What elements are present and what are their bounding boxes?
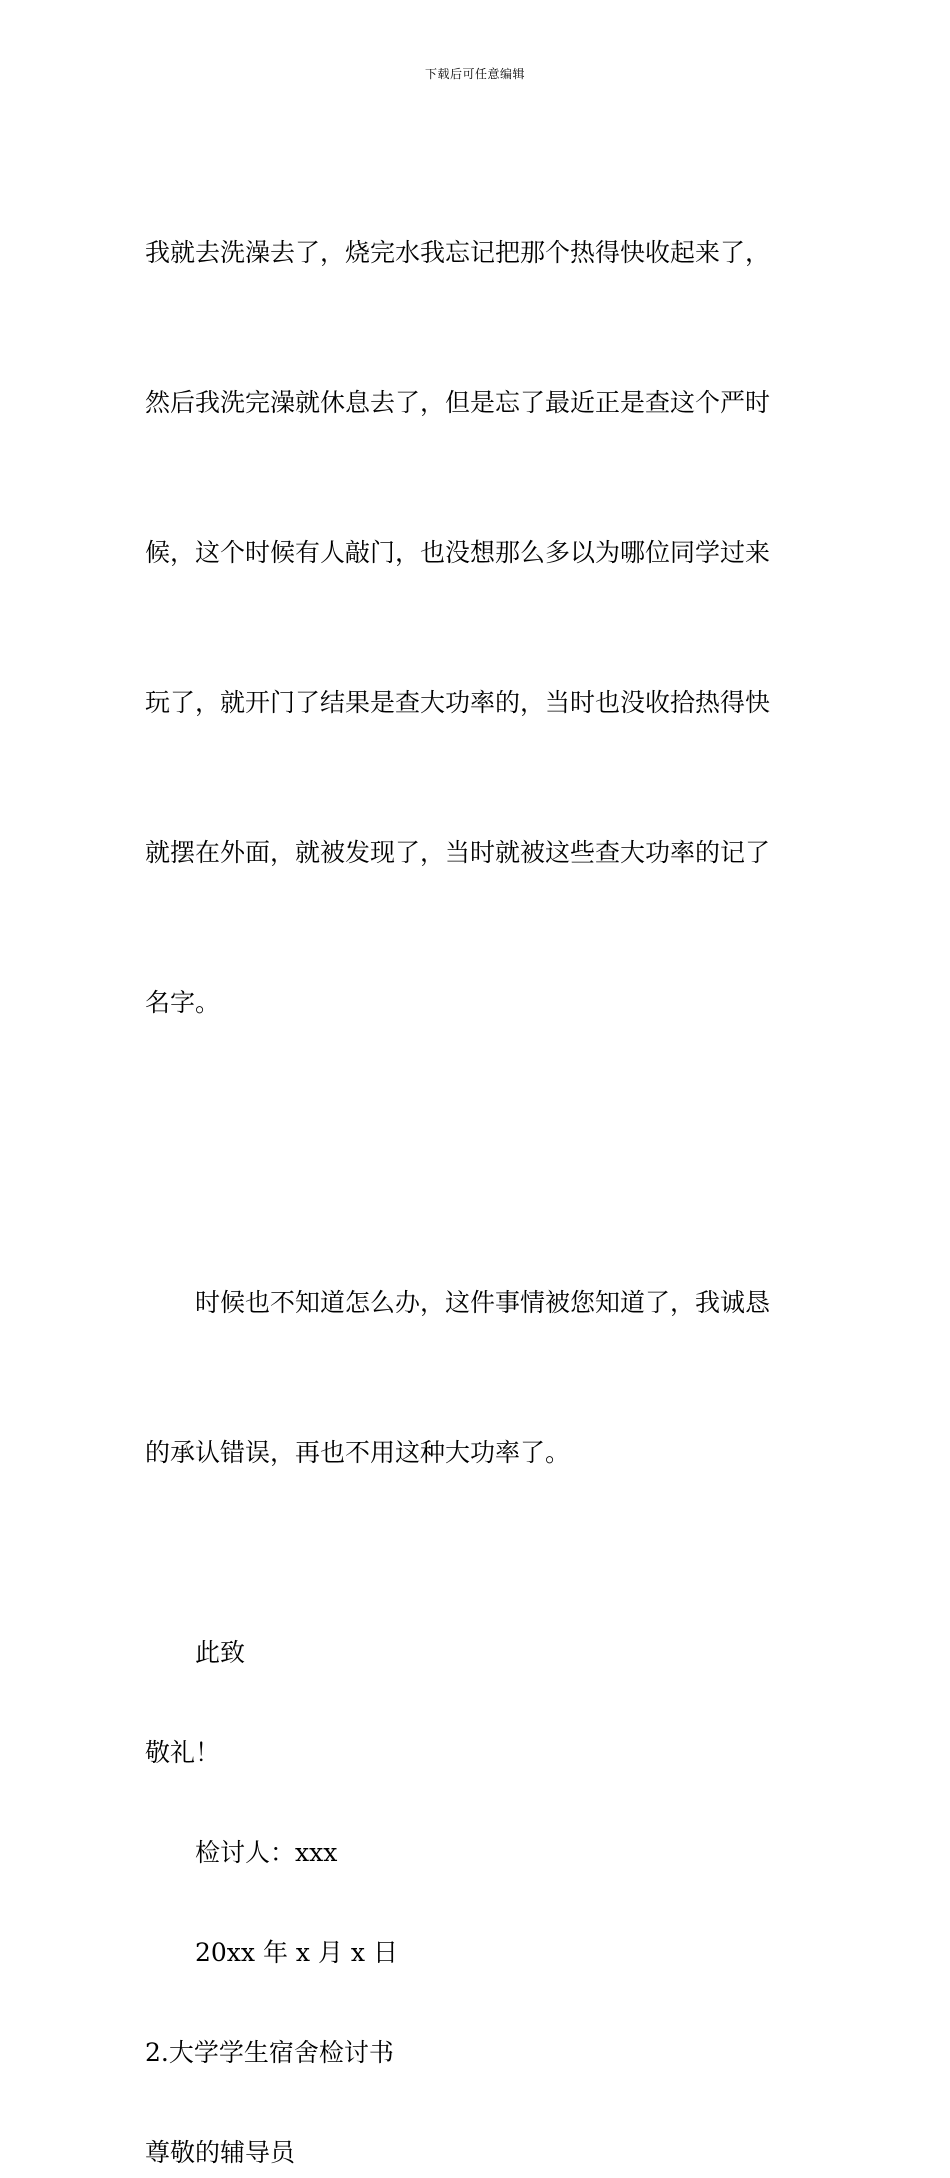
text-line: 时候也不知道怎么办，这件事情被您知道了，我诚恳 [195,1288,771,1317]
salutation: 尊敬的辅导员 [145,2138,296,2167]
closing-jingli: 敬礼！ [145,1738,221,1767]
text-line: 候，这个时候有人敲门，也没想那么多以为哪位同学过来 [145,538,771,567]
text-line: 我就去洗澡去了，烧完水我忘记把那个热得快收起来了， [145,238,771,267]
paragraph-1 [145,128,807,1128]
closing-zhizhi: 此致 [195,1638,246,1667]
page-header: 下载后可任意编辑 [424,67,525,81]
text-line: 然后我洗完澡就休息去了，但是忘了最近正是查这个严时 [145,388,771,417]
section-title: 2.大学学生宿舍检讨书 [145,2038,394,2067]
text-line: 名字。 [145,988,221,1017]
date: 20xx 年 x 月 x 日 [195,1938,398,1967]
text-line: 就摆在外面，就被发现了，当时就被这些查大功率的记了 [145,838,771,867]
text-line: 玩了，就开门了结果是查大功率的，当时也没收拾热得快 [145,688,771,717]
signer: 检讨人：xxx [195,1838,338,1867]
document-body [145,128,807,2178]
paragraph-2 [145,1178,807,1578]
text-line: 的承认错误，再也不用这种大功率了。 [145,1438,571,1467]
